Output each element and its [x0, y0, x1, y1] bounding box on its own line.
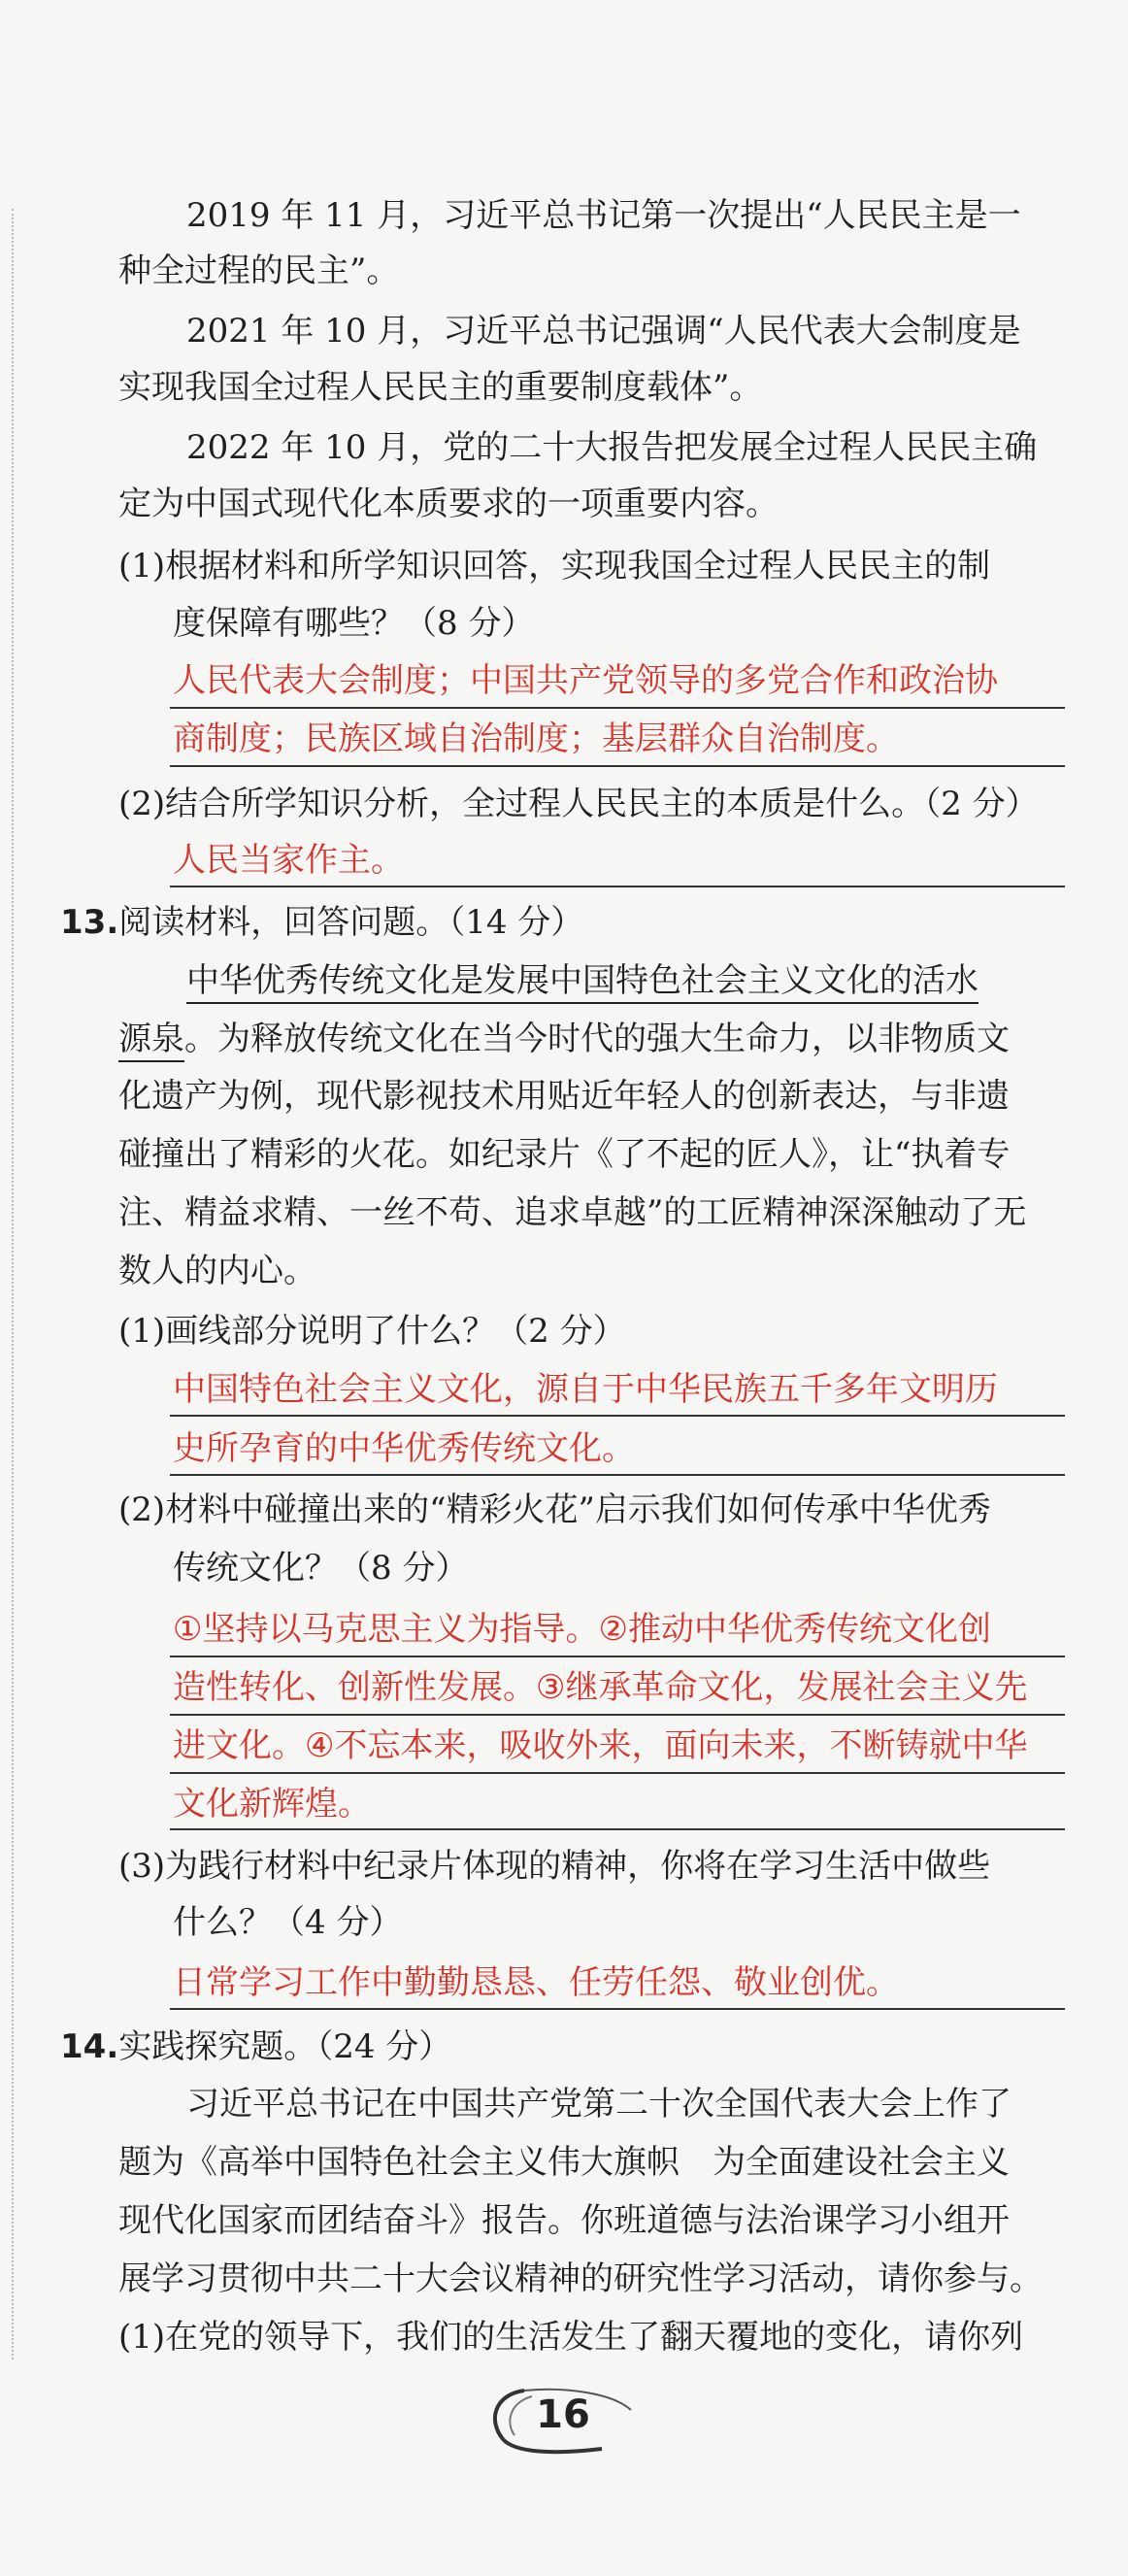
answer-rule [170, 765, 1065, 767]
q12-sub2: (2)结合所学知识分析，全过程人民民主的本质是什么。（2 分） [118, 785, 1039, 823]
q13-title: 阅读材料，回答问题。（14 分） [118, 903, 584, 942]
q13-sub2-line1: (2)材料中碰撞出来的“精彩火花”启示我们如何传承中华优秀 [118, 1490, 991, 1529]
q14-material-line2: 题为《高举中国特色社会主义伟大旗帜 为全面建设社会主义 [118, 2143, 1010, 2182]
q13-answer1-line1: 中国特色社会主义文化，源自于中华民族五千多年文明历 [173, 1370, 998, 1409]
q13-sub3-line2: 什么？（4 分） [173, 1903, 403, 1942]
q13-answer1-line2: 史所孕育的中华优秀传统文化。 [173, 1429, 635, 1468]
q13-material-line6: 数人的内心。 [118, 1252, 316, 1290]
page-number-badge [485, 2381, 641, 2459]
q14-material-line4: 展学习贯彻中共二十大会议精神的研究性学习活动，请你参与。 [118, 2259, 1043, 2298]
q13-answer3: 日常学习工作中勤勤恳恳、任劳任怨、敬业创优。 [173, 1963, 899, 2002]
q13-material-line2 [118, 1020, 1010, 1058]
answer-rule [170, 707, 1065, 709]
answer-rule [170, 1415, 1065, 1417]
q13-answer2-line2: 造性转化、创新性发展。③继承革命文化，发展社会主义先 [173, 1668, 1028, 1707]
answer-rule [170, 1828, 1065, 1830]
q13-answer2-line1: ①坚持以马克思主义为指导。②推动中华优秀传统文化创 [173, 1610, 991, 1649]
q12-sub1-line2: 度保障有哪些？（8 分） [173, 604, 535, 643]
q13-underlined-text: 中华优秀传统文化是发展中国特色社会主义文化的活水 [186, 961, 979, 1004]
intro-p3-line2: 定为中国式现代化本质要求的一项重要内容。 [118, 485, 779, 523]
q14-material-line1: 习近平总书记在中国共产党第二十次全国代表大会上作了 [186, 2085, 1012, 2124]
q13-sub3-line1: (3)为践行材料中纪录片体现的精神，你将在学习生活中做些 [118, 1847, 991, 1886]
q13-heading [60, 903, 583, 942]
page-number: 16 [536, 2392, 590, 2437]
q14-sub1-line1: (1)在党的领导下，我们的生活发生了翻天覆地的变化，请你列 [118, 2318, 1024, 2357]
q12-answer1-line2: 商制度；民族区域自治制度；基层群众自治制度。 [173, 719, 899, 758]
q13-material-line3: 化遗产为例，现代影视技术用贴近年轻人的创新表达，与非遗 [118, 1077, 1010, 1116]
answer-rule [170, 1772, 1065, 1774]
binding-margin-line [12, 209, 14, 2359]
answer-rule [170, 1714, 1065, 1716]
answer-rule [170, 1656, 1065, 1657]
intro-p2-line2: 实现我国全过程人民民主的重要制度载体”。 [118, 368, 763, 407]
answer-rule [170, 1474, 1065, 1476]
answer-rule [170, 2008, 1065, 2010]
q12-answer2: 人民当家作主。 [173, 841, 404, 880]
q13-material-line4: 碰撞出了精彩的火花。如纪录片《了不起的匠人》，让“执着专 [118, 1135, 1011, 1174]
q14-heading [60, 2027, 451, 2066]
q14-number: 14. [60, 2027, 119, 2066]
intro-p3-line1: 2022 年 10 月，党的二十大报告把发展全过程人民民主确 [186, 428, 1038, 467]
q13-material-line2-rest: 。为释放传统文化在当今时代的强大生命力，以非物质文 [184, 1020, 1010, 1058]
q12-answer1-line1: 人民代表大会制度；中国共产党领导的多党合作和政治协 [173, 661, 998, 700]
q13-answer2-line4: 文化新辉煌。 [173, 1785, 371, 1823]
intro-p1-line1: 2019 年 11 月，习近平总书记第一次提出“人民民主是一 [186, 196, 1021, 235]
q13-material-line1 [186, 961, 979, 1000]
q13-material-line5: 注、精益求精、一丝不苟、追求卓越”的工匠精神深深触动了无 [118, 1193, 1027, 1232]
q13-underlined-text: 源泉 [118, 1020, 184, 1062]
q14-material-line3: 现代化国家而团结奋斗》报告。你班道德与法治课学习小组开 [118, 2201, 1010, 2240]
intro-p1-line2: 种全过程的民主”。 [118, 251, 400, 290]
q14-title: 实践探究题。（24 分） [118, 2027, 452, 2066]
intro-p2-line1: 2021 年 10 月，习近平总书记强调“人民代表大会制度是 [186, 312, 1021, 351]
q13-number: 13. [60, 903, 119, 942]
q12-sub1-line1: (1)根据材料和所学知识回答，实现我国全过程人民民主的制 [118, 547, 991, 585]
answer-rule [170, 886, 1065, 887]
q13-sub2-line2: 传统文化？（8 分） [173, 1549, 469, 1588]
q13-answer2-line3: 进文化。④不忘本来，吸收外来，面向未来，不断铸就中华 [173, 1726, 1028, 1765]
q13-sub1: (1)画线部分说明了什么？（2 分） [118, 1312, 626, 1351]
